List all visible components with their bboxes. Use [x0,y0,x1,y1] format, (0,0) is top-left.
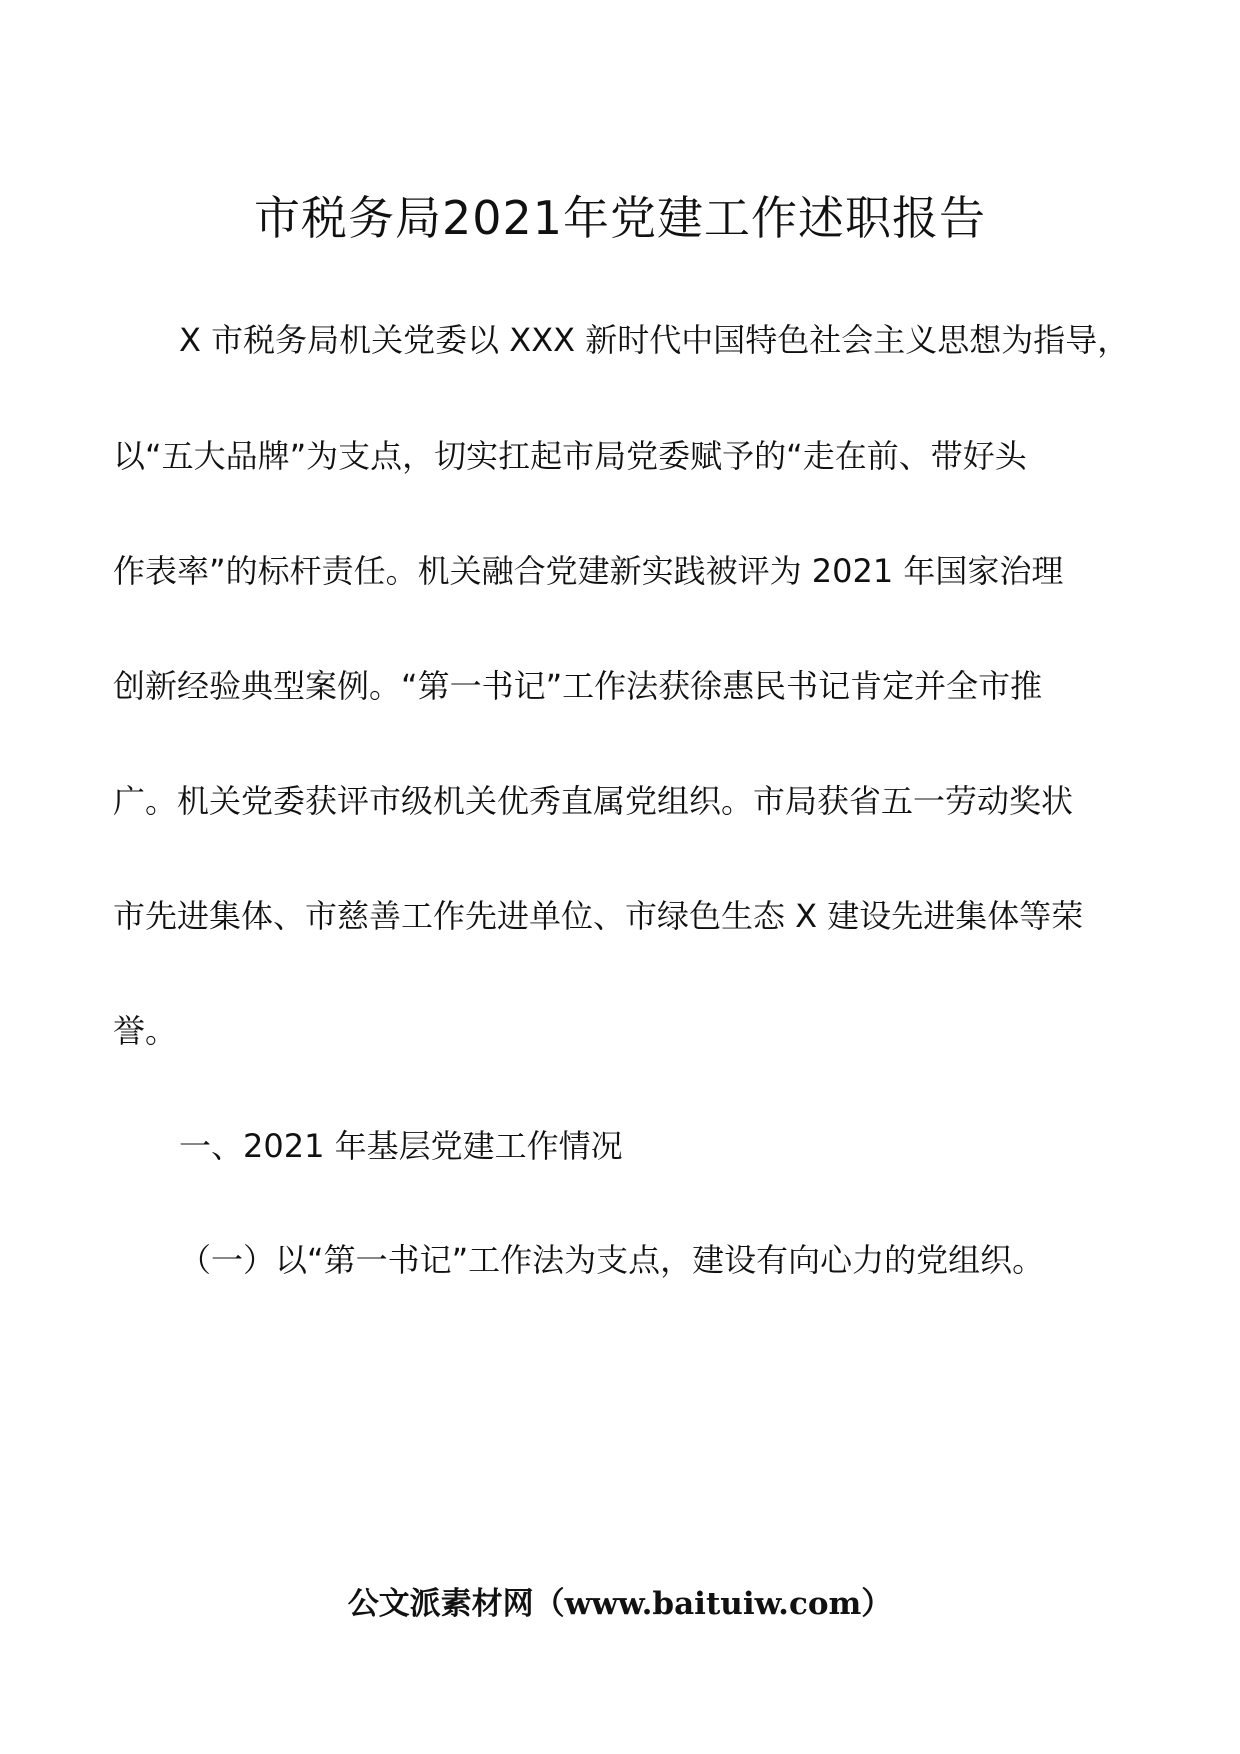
paragraph-line: X 市税务局机关党委以 XXX 新时代中国特色社会主义思想为指导， [179,321,1130,359]
paragraph-line: 广。机关党委获评市级机关优秀直属党组织。市局获省五一劳动奖状 [113,782,1074,820]
subsection-heading: （一）以“第一书记”工作法为支点，建设有向心力的党组织。 [179,1241,1045,1279]
footer-watermark: 公文派素材网（www.baituiw.com） [347,1586,893,1622]
section-heading: 一、2021 年基层党建工作情况 [179,1127,623,1165]
paragraph-line: 创新经验典型案例。“第一书记”工作法获徐惠民书记肯定并全市推 [113,667,1043,705]
paragraph-line: 以“五大品牌”为支点，切实扛起市局党委赋予的“走在前、带好头 [113,437,1027,475]
paragraph-line: 誉。 [113,1012,178,1050]
document-title: 市税务局2021年党建工作述职报告 [253,191,987,245]
paragraph-line: 作表率”的标杆责任。机关融合党建新实践被评为 2021 年国家治理 [113,552,1064,590]
paragraph-line: 市先进集体、市慈善工作先进单位、市绿色生态 X 建设先进集体等荣 [113,897,1084,935]
